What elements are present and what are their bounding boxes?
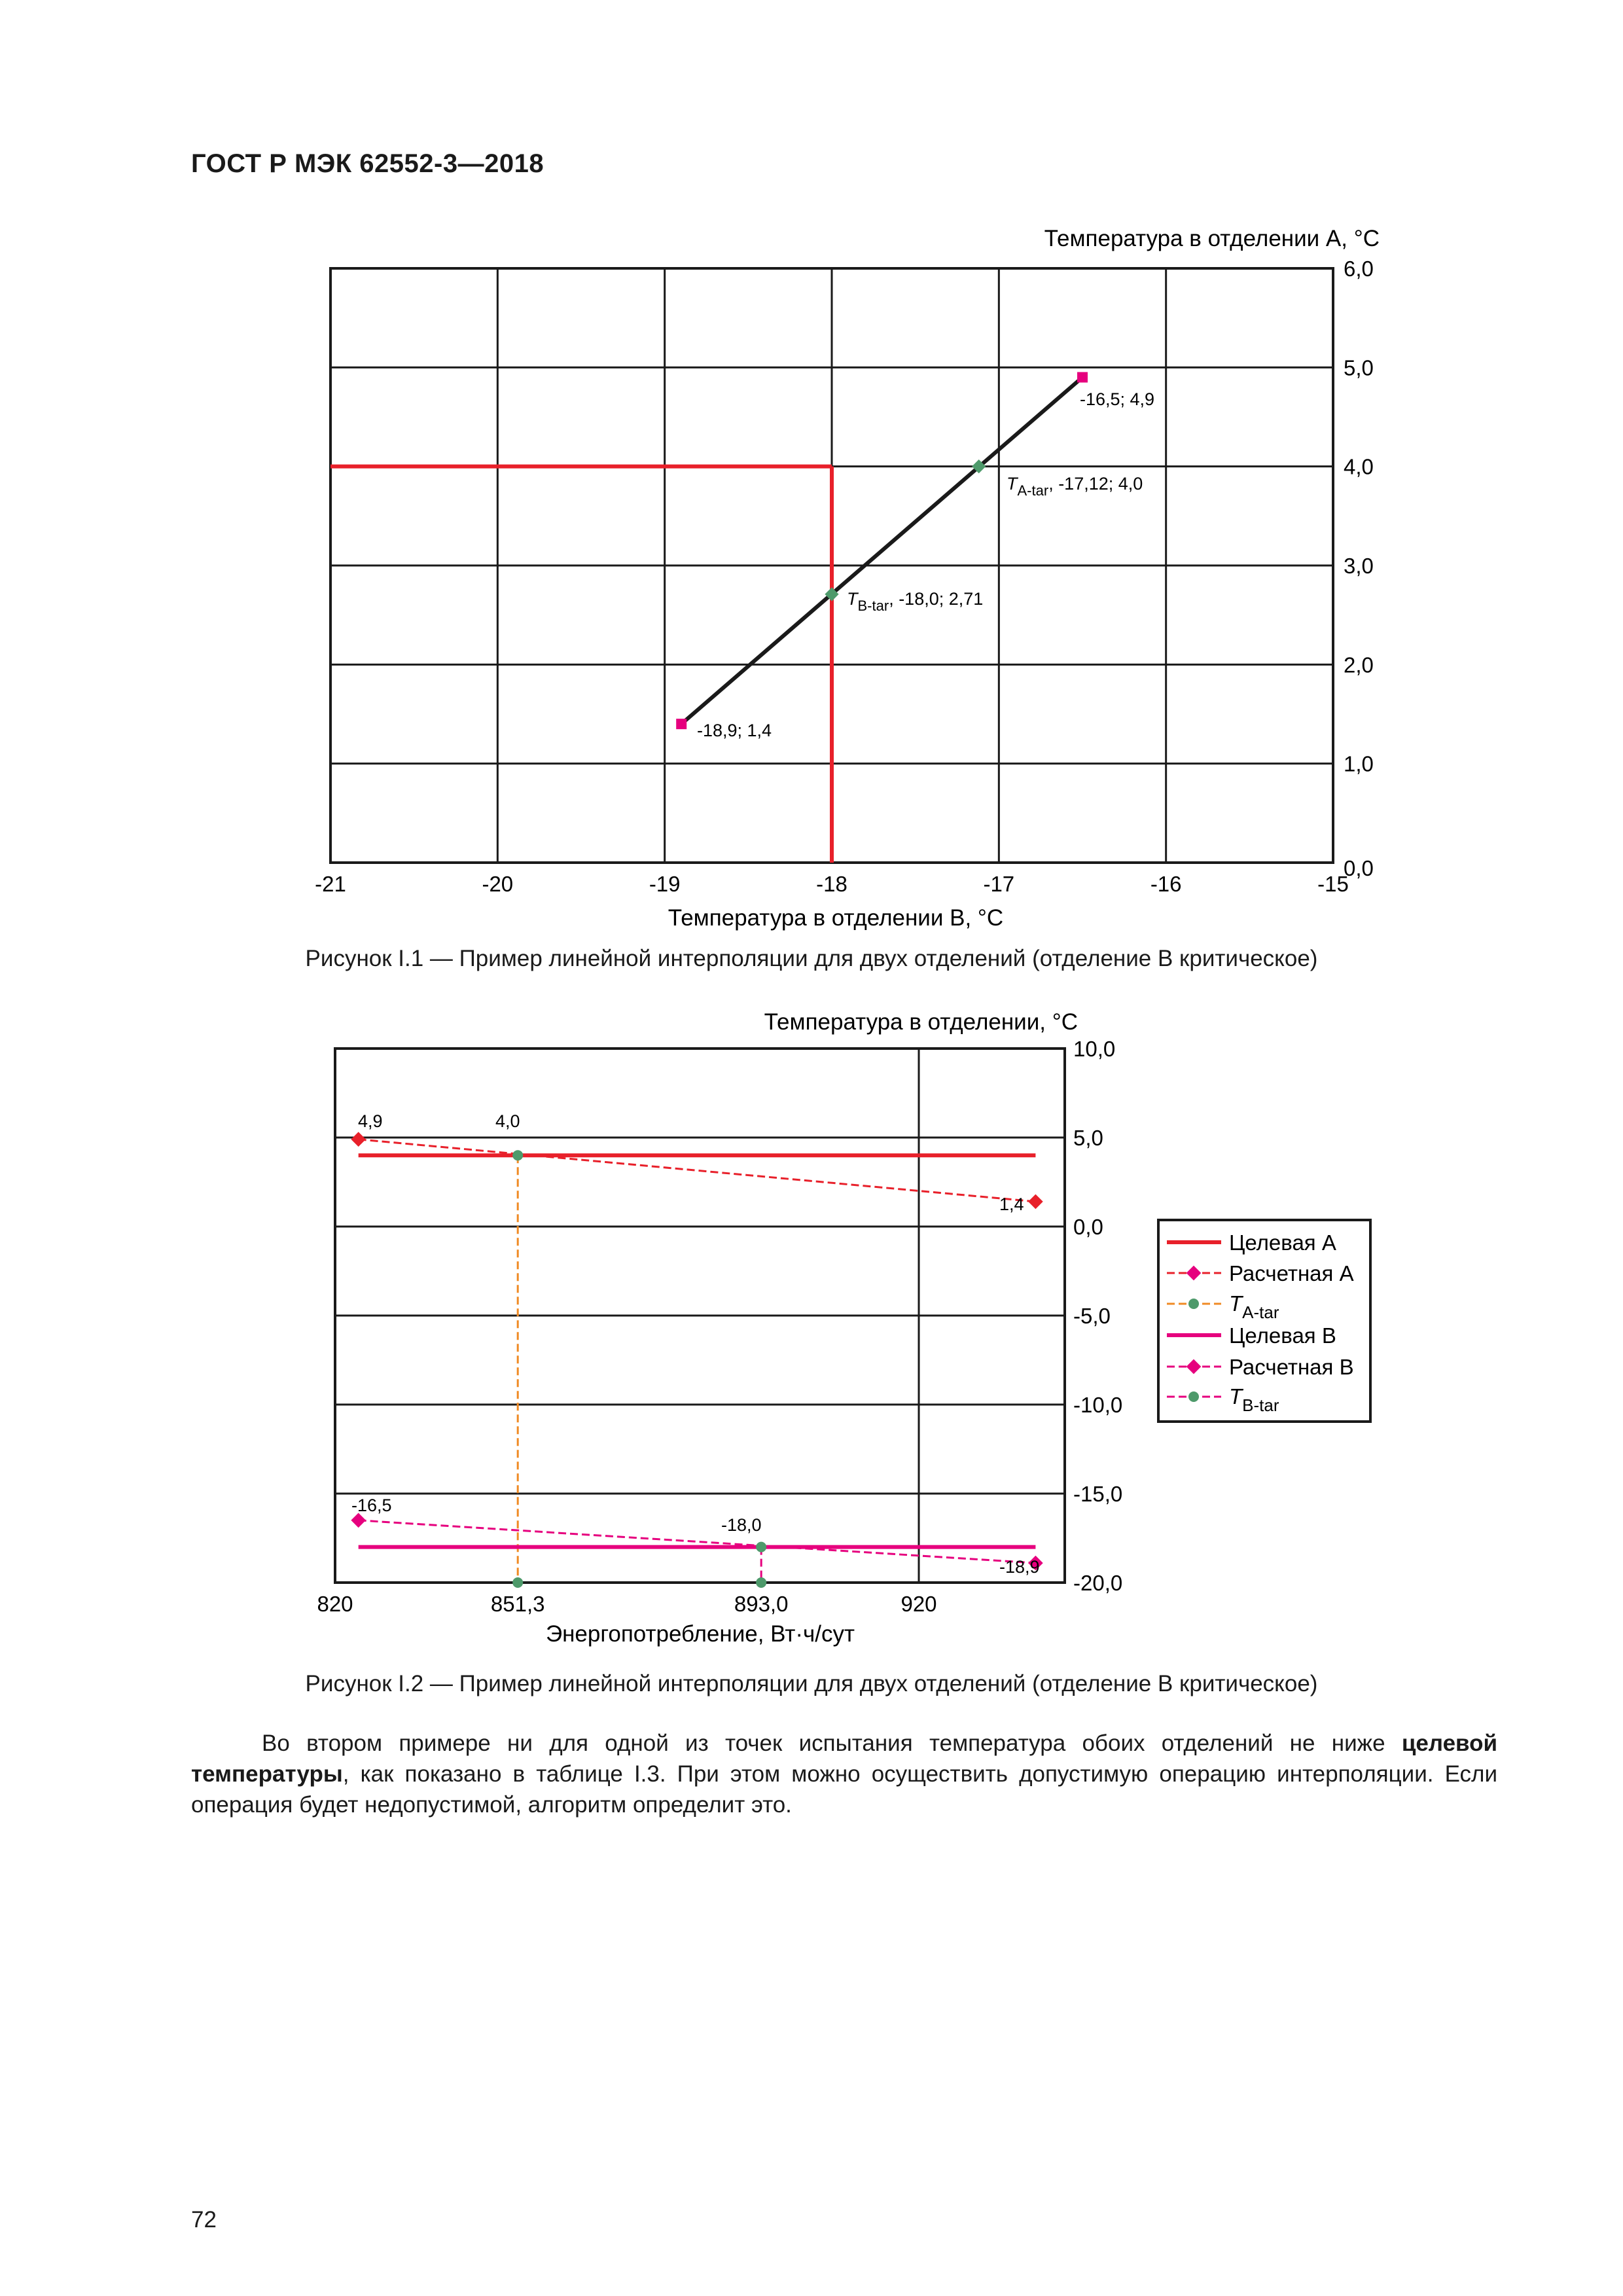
y-tick-label: 0,0 (1073, 1215, 1103, 1239)
x-tick-label: -15 (1317, 872, 1349, 896)
circle-marker (512, 1577, 523, 1588)
figure-1-label-upper: -16,5; 4,9 (1080, 389, 1155, 409)
ta-tar-subscript: A-tar (1017, 482, 1049, 499)
y-tick-label: 3,0 (1344, 554, 1374, 578)
page-number: 72 (191, 2207, 217, 2233)
figure-1-y-axis-title: Температура в отделении A, °С (1044, 226, 1380, 251)
figure-1-point-lower (676, 719, 687, 729)
legend-tb-tar-marker (1188, 1391, 1199, 1402)
figure-2-label-minus-18-9: -18,9 (999, 1557, 1040, 1577)
figure-1-point-upper (1077, 372, 1088, 382)
diamond-marker (1028, 1194, 1043, 1210)
figure-1 (315, 226, 1380, 931)
x-tick-label: 920 (901, 1592, 937, 1616)
figure-2-series (351, 1132, 1043, 1588)
ta-tar-values: , -17,12; 4,0 (1048, 474, 1143, 493)
legend-ta-subscript: A-tar (1242, 1302, 1279, 1322)
y-tick-label: 0,0 (1344, 856, 1374, 880)
figure-2-grid (335, 1049, 1065, 1583)
legend-tb-subscript: B-tar (1242, 1395, 1279, 1415)
x-tick-label: -19 (649, 872, 681, 896)
figure-1-label-lower: -18,9; 1,4 (697, 721, 772, 740)
legend-calc-b-label: Расчетная B (1229, 1355, 1354, 1379)
y-tick-label: 6,0 (1344, 257, 1374, 281)
x-tick-label: -21 (315, 872, 346, 896)
tb-tar-symbol: T (847, 589, 858, 609)
x-tick-label: 820 (317, 1592, 353, 1616)
y-tick-label: 2,0 (1344, 653, 1374, 677)
figure-2-caption: Рисунок I.2 — Пример линейной интерполяции для двух отделений (отделение B критическое) (305, 1671, 1318, 1696)
figure-2-label-1-4: 1,4 (999, 1194, 1024, 1214)
figure-1-interpolation-line (681, 377, 1082, 724)
tb-tar-values: , -18,0; 2,71 (889, 589, 984, 609)
figure-1-caption: Рисунок I.1 — Пример линейной интерполяции для двух отделений (отделение B критическое) (305, 946, 1318, 971)
x-tick-label: -16 (1150, 872, 1182, 896)
legend-target-b-label: Целевая B (1229, 1323, 1336, 1348)
figure-2-x-axis-title: Энергопотребление, Вт·ч/сут (545, 1621, 855, 1647)
figure-1-ticks (315, 257, 1374, 896)
legend-ta-symbol: T (1229, 1291, 1243, 1316)
paragraph-text-2: , как показано в таблице I.3. При этом можно осуществить допустимую операцию интерполяции. Если операция будет недопустимой, алгоритм определит это. (191, 1761, 1497, 1818)
figure-2-label-4-0: 4,0 (495, 1111, 520, 1131)
figure-1-label-tb-tar (847, 589, 983, 614)
legend-tb-symbol: T (1229, 1384, 1243, 1408)
legend-calc-a-label: Расчетная A (1229, 1261, 1354, 1285)
y-tick-label: -5,0 (1073, 1304, 1111, 1328)
figure-2-ticks (317, 1037, 1122, 1616)
figure-2-label-4-9: 4,9 (358, 1111, 383, 1131)
body-paragraph-text (191, 1728, 1497, 1820)
series-line (359, 1520, 1036, 1563)
diamond-marker (351, 1132, 366, 1147)
figure-2-y-axis-title: Температура в отделении, °С (764, 1009, 1078, 1035)
x-tick-label: 893,0 (734, 1592, 789, 1616)
figure-2 (317, 1009, 1370, 1647)
legend-ta-tar-marker (1188, 1299, 1199, 1309)
paragraph-text-1: Во втором примере ни для одной из точек испытания температура обоих отделений не ниже (262, 1731, 1402, 1756)
document-header: ГОСТ Р МЭК 62552-3—2018 (191, 149, 544, 178)
figure-2-legend (1158, 1220, 1370, 1422)
x-tick-label: -20 (482, 872, 514, 896)
figure-2-label-minus-16-5: -16,5 (351, 1496, 392, 1515)
figure-2-label-minus-18-0: -18,0 (721, 1515, 762, 1535)
y-tick-label: 4,0 (1344, 454, 1374, 479)
y-tick-label: -15,0 (1073, 1482, 1123, 1506)
paragraph-bold-term: целевой температуры (191, 1731, 1497, 1787)
x-tick-label: 851,3 (490, 1592, 545, 1616)
tb-tar-subscript: B-tar (857, 598, 889, 614)
figure-1-x-axis-title: Температура в отделении B, °С (668, 905, 1004, 931)
circle-marker (756, 1577, 766, 1588)
y-tick-label: -10,0 (1073, 1393, 1123, 1417)
x-tick-label: -18 (816, 872, 847, 896)
y-tick-label: 5,0 (1073, 1126, 1103, 1150)
y-tick-label: 10,0 (1073, 1037, 1116, 1061)
figure-1-label-ta-tar (1007, 474, 1143, 499)
circle-marker (512, 1150, 523, 1160)
y-tick-label: 5,0 (1344, 355, 1374, 380)
ta-tar-symbol: T (1007, 474, 1018, 493)
circle-marker (756, 1542, 766, 1552)
x-tick-label: -17 (983, 872, 1015, 896)
y-tick-label: 1,0 (1344, 751, 1374, 776)
body-paragraph (191, 1728, 1497, 1820)
series-line (359, 1139, 1036, 1202)
legend-target-a-label: Целевая A (1229, 1230, 1336, 1255)
y-tick-label: -20,0 (1073, 1571, 1123, 1595)
